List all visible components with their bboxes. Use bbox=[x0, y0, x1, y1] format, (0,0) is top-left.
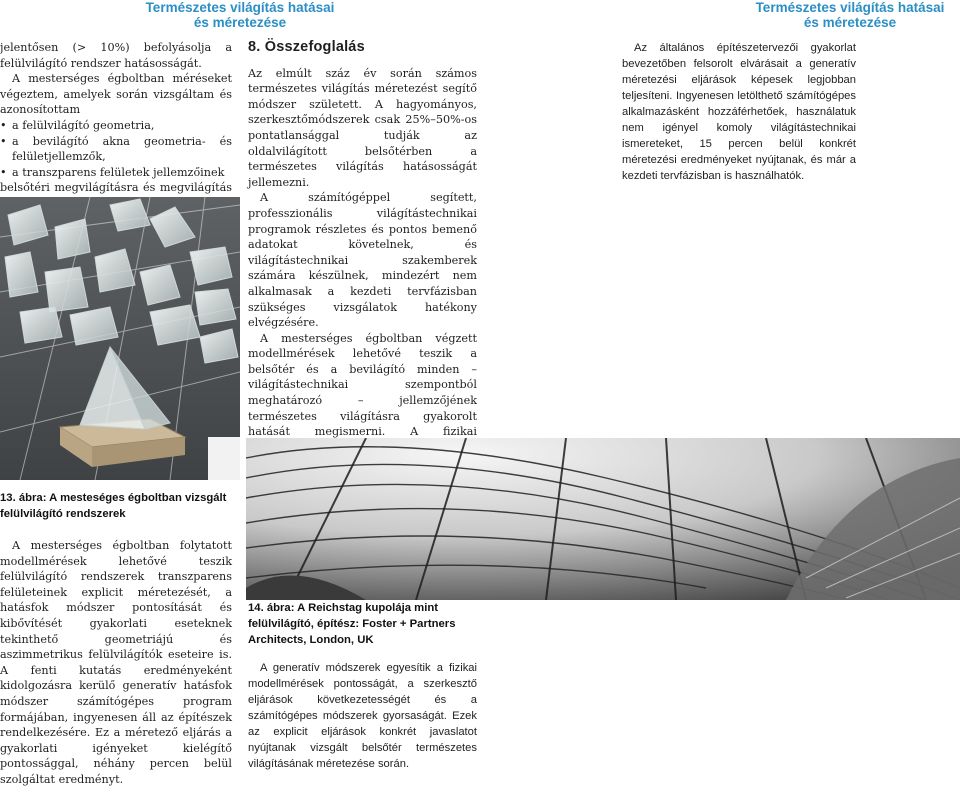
list-item: • a bevilágító akna geometria- és felületjellemzők, bbox=[0, 134, 232, 165]
paragraph: jelentősen (> 10%) befolyásolja a felülvilágító rendszer hatásosságát. bbox=[0, 41, 232, 70]
paragraph: A mesterséges égboltban folytatott modellmérések lehetővé teszik felülvilágító rendszerek transzparens felületeinek explicit méretezését, a hatásfok módszer pontosítását és kibővítését gyakorlati eseteknek tekinthető geometriájú és aszimmetrikus felülvilágítók eseteire is. A fenti kutatás eredményeként kidolgozásra kerülő generatív hatásfok módszer számítógépes program formájában, ingyenesen áll az építészek rendelkezésére. Ez a méretező eljárás a gyakorlati igényeket kielégítő pontossággal, néhány percen belül szolgáltat eredményt. bbox=[0, 539, 232, 786]
bullet-list bbox=[0, 118, 232, 180]
running-header-left bbox=[110, 0, 370, 30]
column-left-top bbox=[0, 40, 232, 212]
column-left-bottom bbox=[0, 538, 232, 788]
figure-13-caption: 13. ábra: A mesteséges égboltban vizsgált felülvilágító rendszerek bbox=[0, 492, 227, 520]
list-item: • a felülvilágító geometria, bbox=[0, 118, 232, 134]
skylight-models-illustration bbox=[0, 197, 240, 480]
paragraph: A mesterséges égboltban méréseket végeztem, amelyek során vizsgáltam és azonosítottam bbox=[0, 72, 232, 117]
figure-14-reichstag-dome-photo bbox=[246, 438, 960, 600]
list-item: • a transzparens felületek jellemzőinek bbox=[0, 165, 232, 181]
paragraph: Az elmúlt száz év során számos természetes világítás méretezést segítő módszer született. A hagyományos, szerkesztőmódszerek csak 25%–50%-os pontatlansággal tudják az oldalvilágított belsőtérben a természetes világítás hatásosságát jellemezni. bbox=[248, 66, 477, 189]
column-middle-bottom bbox=[248, 660, 477, 772]
paragraph: belsőtéri megvilágításra és megvilágítás bbox=[0, 181, 232, 195]
column-right bbox=[622, 40, 856, 184]
section-title: 8. Összefoglalás bbox=[248, 39, 365, 55]
reichstag-dome-illustration bbox=[246, 438, 960, 600]
header-title-line1: Természetes világítás hatásai bbox=[755, 0, 945, 15]
header-title-line2: és méretezése bbox=[803, 15, 897, 30]
figure-14-caption: 14. ábra: A Reichstag kupolája mint felülvilágító, építész: Foster + Partners Architects, London, UK bbox=[248, 602, 456, 646]
paragraph: A mesterséges égboltban végzett modellmérések lehetővé teszik a belsőtér és a bevilágító minden – világítástechnikai szempontból meghatározó – jellemzőjének természetes világításra gyakorolt hatását megismerni. A fizikai bbox=[248, 331, 477, 439]
paragraph: A generatív módszerek egyesítik a fizikai modellmérések pontosságát, a szerkesztő eljárások következetességét és a számítógépes módszerek gyorsaságát. Ezek az explicit eljárások konkrét javaslatot nyújtanak vizsgált belsőtér természetes világításának méretezése során. bbox=[248, 662, 477, 770]
running-header-right bbox=[740, 0, 960, 30]
header-title-line2: és méretezése bbox=[193, 15, 287, 30]
figure-13-skylight-models-photo bbox=[0, 197, 240, 480]
paragraph: Az általános építészetervezői gyakorlat bevezetőben felsorolt elvárásait a generatív méretezési eljárások képesek legjobban teljesíteni. Ingyenesen letölthető számítógépes alkalmazásként hozzáférhetőek, használatuk nem igényel komoly világítástechnikai ismereteket, 15 percen belül konkrét méretezési eredményeket nyújtanak, és már a kezdeti tervfázisban is használhatók. bbox=[622, 42, 856, 182]
header-title-line1: Természetes világítás hatásai bbox=[145, 0, 335, 15]
paragraph: A számítógéppel segített, professzionális világítástechnikai programok részletes és pontos bemenő adatokat követelnek, és világítástechnikai szakemberek számára készülnek, mindezért nem alkalmasak a kezdeti tervfázisban szükséges vizsgálatok hatékony elvégzésére. bbox=[248, 191, 477, 330]
